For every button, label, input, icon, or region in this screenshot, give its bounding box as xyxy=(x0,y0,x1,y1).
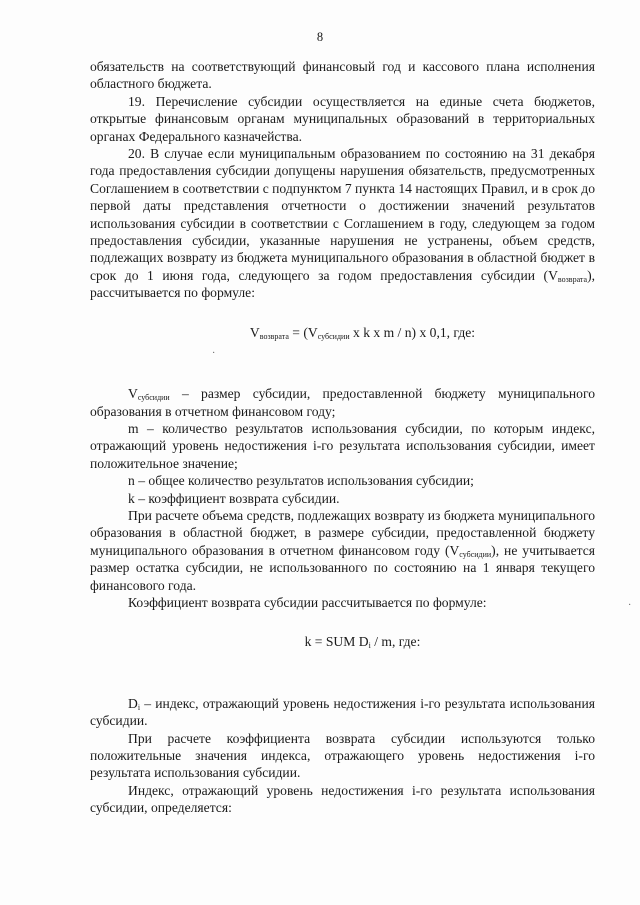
formula-part: x k x m / n) x 0,1, где: xyxy=(349,324,476,340)
subscript: i xyxy=(368,641,371,651)
formula-coefficient xyxy=(90,633,595,650)
formula-part: / m, где: xyxy=(370,634,421,650)
paragraph-20 xyxy=(90,145,595,302)
paragraph-20-text: 20. В случае если муниципальным образованием по состоянию на 31 декабря года предоставления субсидии допущены нарушения обязательств, предусмотренных Соглашением в соответствии с подпунктом 7 пункта 14 настоящих Правил, и в срок до первой даты представления отчетности о достижении значений результатов использования субсидии в соответствии с Соглашением в году, следующем за годом предоставления субсидии, указанные нарушения не устранены, объем средств, подлежащих возврату из бюджета муниципального образования в областной бюджет в срок до 1 июня года, следующего за годом предоставления субсидии (V xyxy=(90,146,595,283)
subscript: возврата xyxy=(259,331,289,341)
paragraph-part: ), не учитывается размер остатка субсидии, не использованного по состоянию на 1 января текущего финансового года. xyxy=(90,542,595,593)
paragraph-part: При расчете объема средств, подлежащих возврату из бюджета муниципального образования в областной бюджет, в размере субсидии, предоставленной бюджету муниципального образования в отчетном финансовом году (V xyxy=(90,507,595,558)
subscript: субсидии xyxy=(317,331,350,341)
scan-speck: · xyxy=(628,600,632,611)
document-body xyxy=(90,58,595,817)
definition-m: m – количество результатов использования субсидии, по которым индекс, отражающий уровень недостижения i-го результата использования субсидии, имеет положительное значение; xyxy=(90,420,595,471)
subscript: субсидии xyxy=(137,393,170,403)
formula-part: = (V xyxy=(288,324,318,340)
page-number: 8 xyxy=(316,30,324,44)
definition-part: – размер субсидии, предоставленной бюджету муниципального образования в отчетном финансовом году; xyxy=(90,386,595,419)
paragraph-positive-values: При расчете коэффициента возврата субсидии используются только положительные значения индекса, отражающего уровень недостижения i-го результата использования субсидии. xyxy=(90,730,595,781)
scan-speck: · xyxy=(212,348,216,359)
definition-part: – индекс, отражающий уровень недостижения i-го результата использования субсидии. xyxy=(90,695,595,729)
definition-di xyxy=(90,695,595,730)
paragraph-coefficient-intro: Коэффициент возврата субсидии рассчитывается по формуле: xyxy=(128,594,487,610)
formula-return-volume xyxy=(90,324,595,341)
definition-v-subsidy xyxy=(90,385,595,420)
definition-part: D xyxy=(128,695,138,711)
definition-k: k – коэффициент возврата субсидии. xyxy=(128,490,340,506)
definition-n: n – общее количество результатов использования субсидии; xyxy=(128,473,474,489)
paragraph-calculation xyxy=(90,507,595,594)
definition-part: V xyxy=(128,386,138,402)
formula-part: k = SUM D xyxy=(304,634,369,650)
subscript: возврата xyxy=(557,274,588,284)
subscript: i xyxy=(137,702,141,712)
paragraph-continuation: обязательств на соответствующий финансовый год и кассового плана исполнения областного бюджета. xyxy=(90,59,595,92)
subscript: субсидии xyxy=(459,549,492,559)
formula-part: V xyxy=(249,324,260,340)
paragraph-20-end: ), рассчитывается по формуле: xyxy=(90,267,595,301)
paragraph-19: 19. Перечисление субсидии осуществляется на единые счета бюджетов, открытые финансовым органам муниципальных образований в территориальных органах Федерального казначейства. xyxy=(90,93,595,144)
paragraph-index-definition: Индекс, отражающий уровень недостижения i-го результата использования субсидии, определяется: xyxy=(90,782,595,816)
